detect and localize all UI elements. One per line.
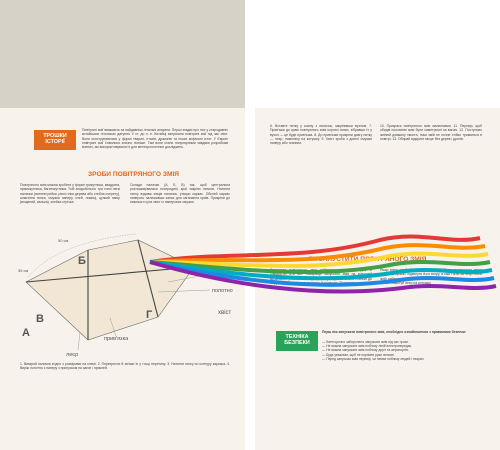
top-band-left <box>0 0 245 108</box>
kite-diagram <box>18 222 248 362</box>
safety-item: — Категорично заборонено запускати змія під час грози. <box>322 340 409 344</box>
label-dims-b: 50 см <box>58 238 69 243</box>
label-g: Г <box>146 309 153 321</box>
safety-tag: ТЕХНІКА БЕЗПЕКИ <box>276 331 318 351</box>
history-tag: ТРОШКИ ІСТОРІЇ <box>34 130 76 150</box>
label-a: А <box>22 327 30 339</box>
safety-list <box>322 340 482 361</box>
label-dims-a: 35 см <box>18 268 29 273</box>
safety-item: — Не можна запускати змія поблизу ліній електропередач. <box>322 344 413 349</box>
right-steps-col1: 6. Вставте нитку у кожну з паличок, закріпивши вузлом. 7. Прив'яжи до краю повітряного змія короткі нитки, зібравши їх у вузол — це буде прив'язка. 8. До прив'язки прикріпи довгу нитку — леєр, намотану на котушку. 9. Хвіст зроби з довгої смужки паперу або тканини. <box>270 124 372 146</box>
launch-text-col1: Запускати повітряного змія найкраще, коли вітер дме зі швидкістю 4–8 м/с. Найкраще запускати змія на відкритій місцевості: у полі, на пагорбі, на березі річки. Стань спиною до вітру, підніми змія над головою й відпусти. Поступово розмотуй леєр. <box>270 268 372 290</box>
right-steps-col2: 10. Прикрась повітряного змія малюнками. 11. Перевір, щоб обидві половини змія були симетричні за вагою. 12. Поступово змінюй довжину хвоста, поки змій не почне стійко триматися в повітрі. 13. Обирай відкрите місце без дерев і дротів. <box>380 124 482 141</box>
safety-item: — Не можна запускати змія поблизу доріг та аеропортів. <box>322 348 409 353</box>
history-text: Повітряні змії вважають за найдавніші літальні апарати. Перші згадки про них у стародавніх китайських літописах датують V ст. до н. е. Китайці запускали повітряні змії під час свят. Вони конструювалися у формі тварин, птахів, драконів та інших міфічних істот. У Європі повітряні змії з'явилися значно пізніше. Там вони стали популярними завдяки розробкам вчених, які використовували їх для метеорологічних досліджень. <box>82 128 228 150</box>
make-kite-heading: ЗРОБИ ПОВІТРЯНОГО ЗМІЯ <box>88 171 180 178</box>
label-polotno: полотно <box>212 288 233 294</box>
launch-heading: ЯК ЗАПУСТИТИ ПОВІТРЯНОГО ЗМІЯ <box>308 256 427 263</box>
left-steps-text: 1. Виміряй палички згідно з розмірами на схемі. 2. Перехрести й зв'яжи їх у точці перетину. 3. Натягни нитку по контуру каркаса. 4. Виріж полотно з паперу з припуском на загин і приклей. <box>20 362 230 371</box>
label-leer: леєр <box>66 352 79 358</box>
make-kite-text-col2: Склади палички (А, Б, В) так, щоб центральна розташовувалася посередині, краї закріпи ниткою. Натягни нитку вздовж кінців паличок, утвори каркас. Обклей каркас папером, залишивши запас для загинання країв. Прикріпи до нижнього кута хвіст із паперових смужок. <box>130 183 230 205</box>
kite-sail <box>26 240 194 340</box>
make-kite-text-col1: Повітряного змія можна зробити у формі трикутника, квадрата, прямокутника, багатокутника. Тобі знадобиться: три тонкі легкі палички (ясеневі рейки, рівні гілки дерева або стебла очерету), шпагатна нитка, смужки паперу, клей, ножиці, цупкий папір (вощений, калька), клейка стрічка. <box>20 183 120 205</box>
label-pryviazka: прив'язка <box>104 336 129 342</box>
safety-item: — Будь уважним, щоб не порізати руки ниткою. <box>322 352 395 357</box>
top-band-right <box>255 0 500 108</box>
safety-item: — Перед запуском змія перевір, чи немає поблизу людей і тварин. <box>322 356 425 361</box>
label-khvist: хвіст <box>218 310 232 316</box>
label-karkas: каркас <box>212 272 229 278</box>
label-v: В <box>36 313 44 325</box>
safety-intro: Перш ніж запускати повітряного змія, необхідно ознайомитися з правилами безпеки: <box>322 330 467 334</box>
label-b: Б <box>78 255 86 267</box>
launch-text-col2: Якщо вітер слабкий, попроси друга відійти з повітряним змієм на 15–20 кроків і підкинути його вгору, а сам тягни за леєр. Коли змій набере висоту, розмотай більше нитки. Щоб спустити змія, поволі намотуй леєр на котушку. <box>380 268 482 285</box>
leader-leer <box>78 332 80 350</box>
